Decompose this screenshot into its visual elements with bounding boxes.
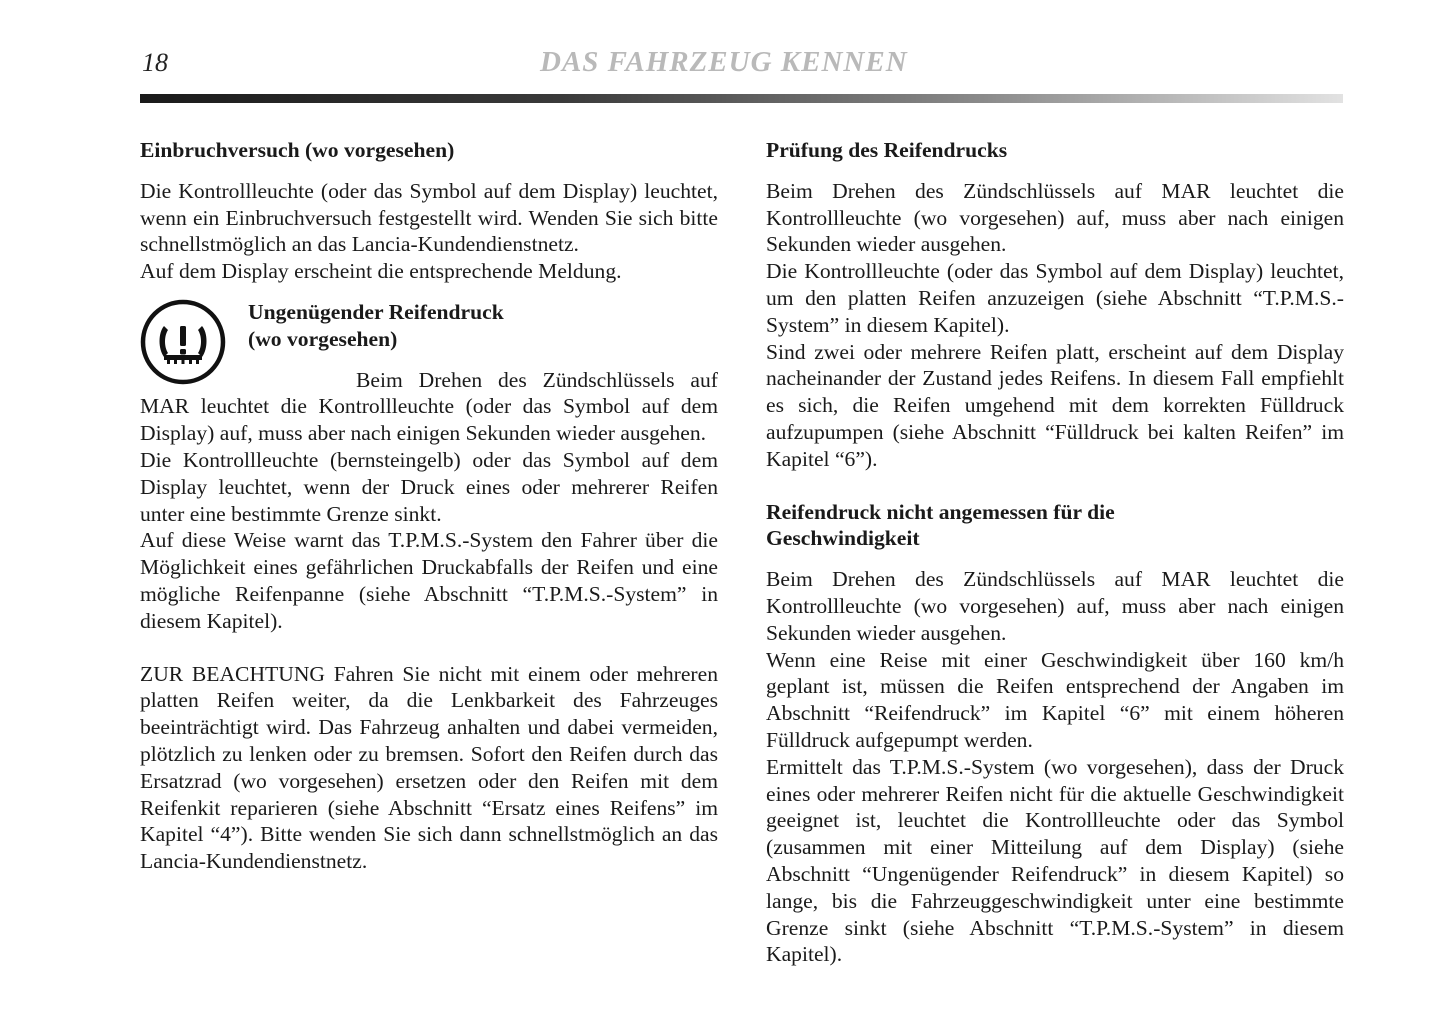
section-title-geschwindigkeit (766, 499, 1344, 553)
section-title-line: Ungenügender Reifendruck (248, 299, 504, 324)
tpms-warning-icon (140, 299, 234, 393)
paragraph: Die Kontrollleuchte (bernsteingelb) oder das Symbol auf dem Display leuchtet, wenn der Druck eines oder mehrerer Reifen unter eine bestimmte Grenze sinkt. (140, 447, 718, 526)
section-title-line: (wo vorgesehen) (248, 326, 398, 351)
notice-text: Fahren Sie nicht mit einem oder mehreren platten Reifen weiter, da die Lenkbarkeit des Fahrzeuges beeinträchtigt wird. Das Fahrzeug anhalten und dabei vermeiden, plötzlich zu lenken oder zu bremsen. Sofort den Reifen durch das Ersatzrad (wo vorgesehen) ersetzen oder den Reifen mit dem Reifenkit reparieren (siehe Abschnitt “Ersatz eines Reifens” im Kapitel “4”). Bitte wenden Sie sich dann schnellstmöglich an das Lancia-Kundendienstnetz. (140, 661, 718, 874)
paragraph: Wenn eine Reise mit einer Geschwindigkeit über 160 km/h geplant ist, müssen die Reifen entsprechend der Angaben im Abschnitt “Reifendruck” im Kapitel “6” mit einem höheren Fülldruck aufgepumpt werden. (766, 647, 1344, 752)
paragraph: Beim Drehen des Zündschlüssels auf MAR leuchtet die Kontrollleuchte (wo vorgesehen) auf, muss aber nach einigen Sekunden wieder ausgehen. (766, 178, 1344, 257)
notice-label: ZUR BEACHTUNG (140, 661, 326, 686)
page-number: 18 (142, 48, 168, 77)
left-column (140, 137, 718, 875)
section-title-line: Geschwindigkeit (766, 526, 920, 551)
section-title-einbruchversuch: Einbruchversuch (wo vorgesehen) (140, 138, 455, 162)
paragraph: Die Kontrollleuchte (oder das Symbol auf dem Display) leuchtet, um den platten Reifen anzuzeigen (siehe Abschnitt “T.P.M.S.-System” in diesem Kapitel). (766, 259, 1344, 337)
right-column (766, 137, 1344, 968)
paragraph: Die Kontrollleuchte (oder das Symbol auf dem Display) leuchtet, wenn ein Einbruchversuch festgestellt wird. Wenden Sie sich bitte schnellstmöglich an das Lancia-Kundendienstnetz. (140, 178, 718, 257)
tpms-section (140, 299, 718, 447)
paragraph: Sind zwei oder mehrere Reifen platt, erscheint auf dem Display nacheinander der Zustand jedes Reifens. In diesem Fall empfiehlt es sich, die Reifen umgehend mit dem korrekten Fülldruck aufzupumpen (siehe Abschnitt “Fülldruck bei kalten Reifen” im Kapitel “6”). (766, 339, 1344, 471)
paragraph: Beim Drehen des Zündschlüssels auf MAR leuchtet die Kontrollleuchte (wo vorgesehen) auf, muss aber nach einigen Sekunden wieder ausgehen. (766, 567, 1344, 645)
chapter-title: DAS FAHRZEUG KENNEN (540, 46, 908, 78)
header-rule (140, 94, 1343, 103)
notice-paragraph (140, 661, 718, 875)
paragraph: Beim Drehen des Zündschlüssels auf MAR leuchtet die Kontrollleuchte (oder das Symbol auf dem Display) auf, muss aber nach einigen Sekunden wieder ausgehen. (140, 367, 718, 446)
section-title-reifendruck (248, 299, 718, 353)
section-title-pruefung: Prüfung des Reifendrucks (766, 138, 1008, 162)
paragraph: Auf diese Weise warnt das T.P.M.S.-System den Fahrer über die Möglichkeit eines gefährlichen Druckabfalls der Reifen und eine mögliche Reifenpanne (siehe Abschnitt “T.P.M.S.-System” in diesem Kapitel). (140, 528, 718, 633)
paragraph: Auf dem Display erscheint die entsprechende Meldung. (140, 259, 622, 284)
paragraph: Ermittelt das T.P.M.S.-System (wo vorgesehen), dass der Druck eines oder mehrerer Reifen nicht für die aktuelle Geschwindigkeit geeignet ist, leuchtet die Kontrollleuchte oder das Symbol (zusammen mit einer Mitteilung auf dem Display) (siehe Abschnitt “Ungenügender Reifendruck” in diesem Kapitel) so lange, bis die Fahrzeuggeschwindigkeit unter eine bestimmte Grenze sinkt (siehe Abschnitt “T.P.M.S.-System” in diesem Kapitel). (766, 754, 1344, 967)
section-title-line: Reifendruck nicht angemessen für die (766, 499, 1115, 524)
